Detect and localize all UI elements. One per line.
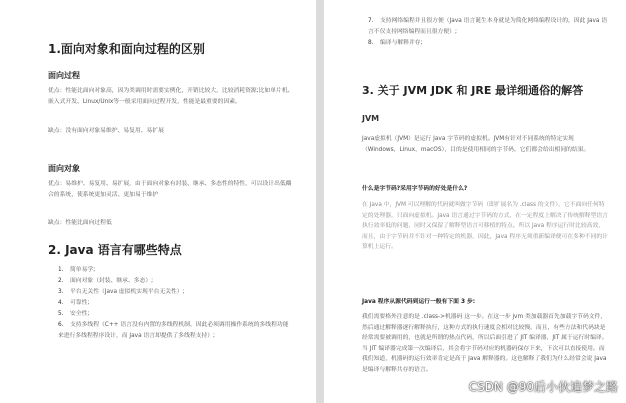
process-disadvantages: 缺点：没有面向对象易维护、易复用、易扩展 <box>48 128 164 134</box>
process-advantages: 优点：性能比面向对象高，因为类调用时需要实例化，开销比较大，比较消耗资源;比如单片机、嵌入式开发、Linux/Unix等一般采用面向过程开发，性能是最重要的因素。 <box>48 88 294 105</box>
bytecode-question: 什么是字节码?采用字节码的好处是什么? <box>362 186 468 192</box>
java-steps-paragraph: 我们需要格外注意的是 .class->机器码 这一步。在这一步 jvm 类加载器首先加载字节码文件，然后通过解释器逐行解释执行，这种方式的执行速度会相对比较慢。而且，有些方法和代码块是经常需要被调用的，也就是所谓的热点代码，所以后面引进了 JIT 编译器，JIT 属于运行时编译。当 JIT 编译器完成第一次编译后，其会将字节码对应的机器码保存下来，下次可以直接使用。而我们知道，机器码的运行效率肯定是高于 Java 解释器的。这也解释了我们为什么经常会说 Java 是编译与解释共存的语言。 <box>362 314 608 373</box>
jvm-intro-paragraph: Java虚拟机（JVM）是运行 Java 字节码的虚拟机。JVM有针对不同系统的特定实现（Windows，Linux，macOS），目的是使用相同的字节码，它们都会给出相同的结果。 <box>362 136 590 153</box>
list-item: 8. 编译与解释并存; <box>368 40 423 46</box>
bytecode-answer-paragraph: 在 Java 中，JVM 可以理解的代码就叫做字节码（即扩展名为 .class 的文件），它不面向任何特定的处理器，只面向虚拟机。Java 语言通过字节码的方式，在一定程度上解决了传统解释型语言执行效率低的问题，同时又保留了解释型语言可移植的特点。所以 Java 程序运行时比较高效，而且，由于字节码并不针对一种特定的机器，因此，Java 程序无须重新编译便可在多种不同的计算机上运行。 <box>362 202 608 250</box>
list-item: 2. 面向对象（封装、继承、多态）; <box>58 278 154 284</box>
section-title-oop-vs-pop: 1.面向对象和面向过程的区别 <box>48 42 205 56</box>
java-steps-heading: Java 程序从源代码到运行一般有下面 3 步: <box>362 299 476 305</box>
object-advantages: 优点：易维护、易复用、易扩展，由于面向对象有封装、继承、多态性的特性，可以设计出低耦合的系统，使系统更加灵活、更加易于维护 <box>48 181 292 198</box>
list-item: 3. 平台无关性（Java 虚拟机实现平台无关性）; <box>58 289 185 295</box>
object-disadvantages: 缺点：性能比面向过程低 <box>48 220 112 226</box>
list-item: 5. 安全性; <box>58 311 90 317</box>
list-item: 6. 支持多线程（C++ 语言没有内置的多线程机制，因此必须调用操作系统的多线程功能来进行多线程程序设计，而 Java 语言却提供了多线程支持）; <box>58 322 289 339</box>
list-item: 7. 支持网络编程并且很方便（Java 语言诞生本身就是为简化网络编程设计的，因此 Java 语言不仅支持网络编程而且很方便）; <box>368 18 608 35</box>
java-features-list <box>58 265 290 342</box>
section-title-jvm-jdk-jre: 3. 关于 JVM JDK 和 JRE 最详细通俗的解答 <box>362 84 584 97</box>
heading-process-oriented: 面向过程 <box>48 71 80 80</box>
heading-jvm: JVM <box>362 114 380 123</box>
section-title-java-features: 2. Java 语言有哪些特点 <box>48 243 182 257</box>
csdn-watermark: CSDN @90后小伙追梦之路 <box>468 380 618 394</box>
list-item: 1. 简单易学; <box>58 267 96 273</box>
java-features-list-continued <box>368 16 608 49</box>
right-document-page <box>324 0 626 403</box>
heading-object-oriented: 面向对象 <box>48 164 80 173</box>
list-item: 4. 可靠性; <box>58 300 90 306</box>
